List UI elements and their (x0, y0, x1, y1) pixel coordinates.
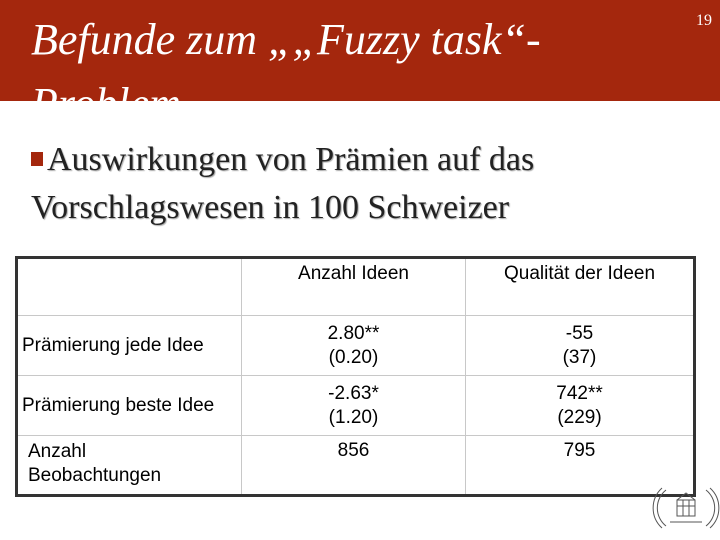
table-cell (242, 376, 466, 436)
column-header-qualitaet: Qualität der Ideen (466, 258, 695, 316)
table-cell (466, 376, 695, 436)
header-empty-cell (17, 258, 242, 316)
coefficient-value: 2.80** (327, 322, 380, 344)
standard-error: (1.20) (328, 406, 379, 428)
observations-anzahl: 856 (242, 436, 466, 496)
slide-title: Befunde zum „„Fuzzy task“- Problem (31, 15, 541, 128)
coefficient-value: -55 (565, 322, 594, 344)
standard-error: (37) (562, 346, 597, 368)
column-header-anzahl-ideen: Anzahl Ideen (242, 258, 466, 316)
bullet-point (31, 136, 711, 232)
table-cell (242, 316, 466, 376)
table-row (17, 376, 695, 436)
coefficient-value: -2.63* (328, 382, 379, 404)
observations-row (17, 436, 695, 496)
standard-error: (229) (557, 406, 602, 428)
standard-error: (0.20) (328, 346, 379, 368)
observations-qualitaet: 795 (466, 436, 695, 496)
table-row (17, 316, 695, 376)
square-bullet-icon (31, 152, 43, 166)
table-header-row (17, 258, 695, 316)
results-table (15, 256, 696, 497)
table-cell (466, 316, 695, 376)
observations-label (17, 436, 242, 496)
title-bar (0, 0, 720, 128)
coefficient-value: 742** (556, 382, 603, 404)
university-seal-icon (656, 480, 716, 536)
row-label: Prämierung jede Idee (17, 316, 242, 376)
slide-number: 19 (696, 12, 712, 29)
bullet-text: Auswirkungen von Prämien auf das Vorschlagswesen in 100 Schweizer (31, 141, 535, 226)
observations-label-line1: Anzahl (28, 441, 87, 462)
row-label: Prämierung beste Idee (17, 376, 242, 436)
observations-label-line2: Beobachtungen (28, 465, 162, 486)
